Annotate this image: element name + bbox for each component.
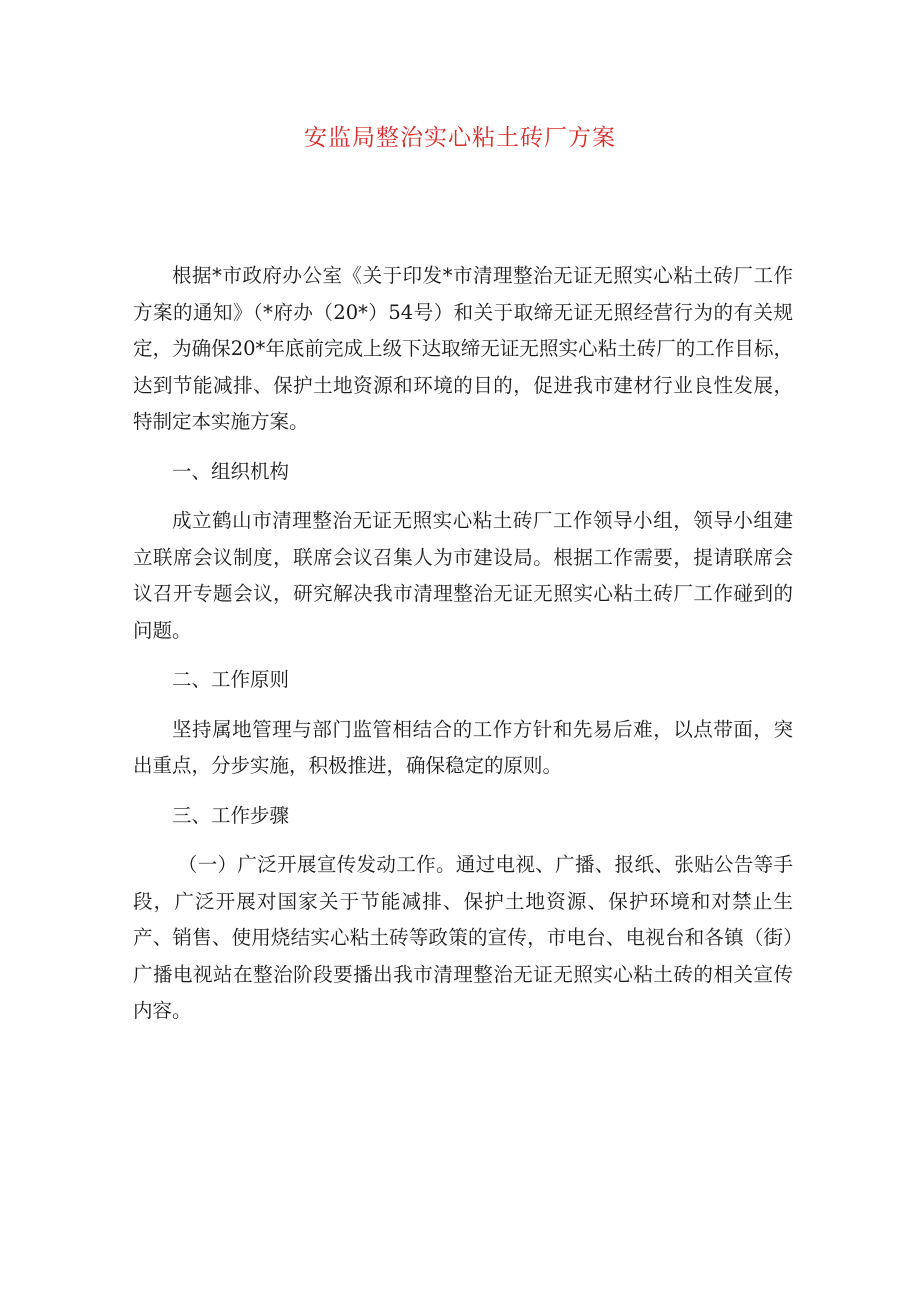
section-heading-principles: 二、工作原则 [172,668,290,691]
document-body [133,258,793,1043]
document-title: 安监局整治实心粘土砖厂方案 [304,125,616,151]
section-paragraph-principles: 坚持属地管理与部门监管相结合的工作方针和先易后难，以点带面，突出重点，分步实施，积极推进，确保稳定的原则。 [133,717,793,777]
section-paragraph-steps-item1: （一）广泛开展宣传发动工作。通过电视、广播、报纸、张贴公告等手段，广泛开展对国家关于节能减排、保护土地资源、保护环境和对禁止生产、销售、使用烧结实心粘土砖等政策的宣传，市电台、电视台和各镇（街）广播电视站在整治阶段要播出我市清理整治无证无照实心粘土砖的相关宣传内容。 [133,853,793,1022]
intro-paragraph: 根据*市政府办公室《关于印发*市清理整治无证无照实心粘土砖厂工作方案的通知》（*府办（20*）54号）和关于取缔无证无照经营行为的有关规定，为确保20*年底前完成上级下达取缔无证无照实心粘土砖厂的工作目标，达到节能减排、保护土地资源和环境的目的，促进我市建材行业良性发展，特制定本实施方案。 [133,264,793,433]
section-heading-steps: 三、工作步骤 [172,803,290,827]
section-heading-organization: 一、组织机构 [172,459,290,483]
section-paragraph-organization: 成立鹤山市清理整治无证无照实心粘土砖厂工作领导小组，领导小组建立联席会议制度，联席会议召集人为市建设局。根据工作需要，提请联席会议召开专题会议，研究解决我市清理整治无证无照实心粘土砖厂工作碰到的问题。 [133,509,793,642]
